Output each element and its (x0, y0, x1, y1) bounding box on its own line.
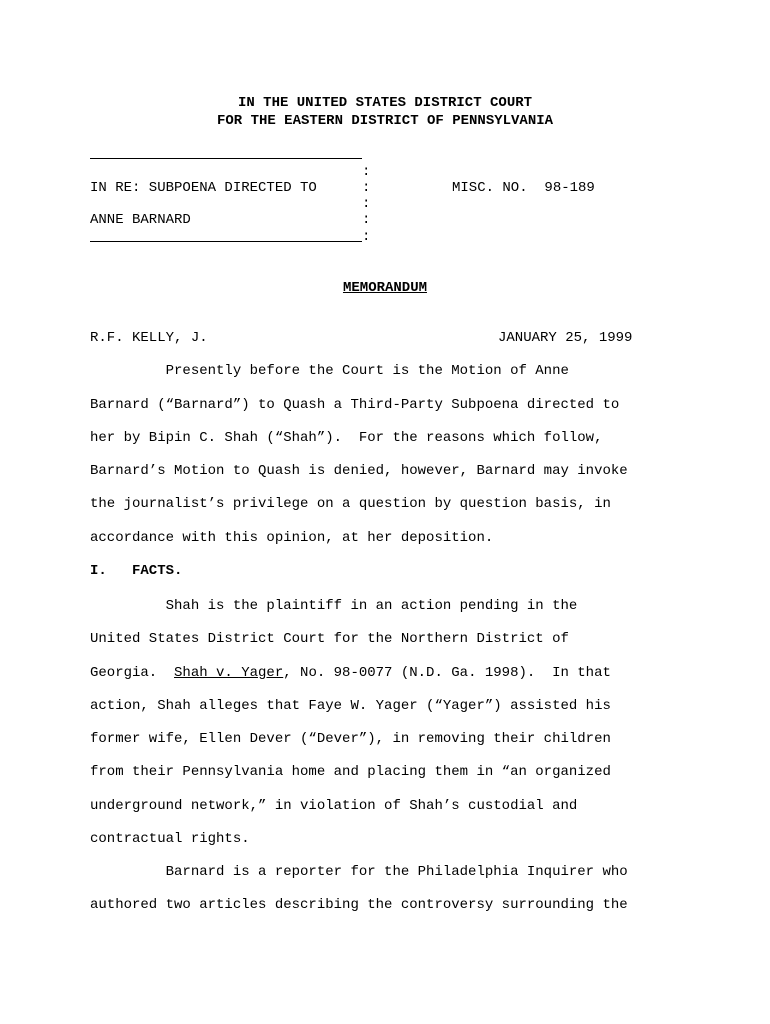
section-heading-facts: I. FACTS. (90, 563, 183, 579)
memorandum-title: MEMORANDUM (342, 280, 427, 296)
citation-prefix: Georgia. (90, 665, 175, 681)
body-line: underground network,” in violation of Shah’s custodial and (90, 798, 578, 814)
citation-suffix: , No. 98-0077 (N.D. Ga. 1998). In that (283, 665, 611, 681)
body-line: former wife, Ellen Dever (“Dever”), in removing their children (90, 731, 611, 747)
judge-name: R.F. KELLY, J. (90, 330, 208, 346)
body-line: Presently before the Court is the Motion of Anne (90, 363, 569, 379)
body-line-with-citation (90, 665, 611, 681)
body-line: Barnard is a reporter for the Philadelphia Inquirer who (90, 864, 628, 880)
body-line: contractual rights. (90, 831, 250, 847)
case-number: MISC. NO. 98-189 (452, 180, 595, 196)
body-line: accordance with this opinion, at her deposition. (90, 530, 494, 546)
opinion-date: JANUARY 25, 1999 (498, 330, 633, 346)
caption-colon: : (362, 196, 371, 212)
body-line: from their Pennsylvania home and placing them in “an organized (90, 764, 611, 780)
caption-colon: : (362, 229, 371, 245)
caption-party-line1: IN RE: SUBPOENA DIRECTED TO (90, 180, 317, 196)
caption-party-line2: ANNE BARNARD (90, 212, 191, 228)
court-name-line2: FOR THE EASTERN DISTRICT OF PENNSYLVANIA (216, 113, 554, 129)
caption-colon: : (362, 164, 371, 180)
body-line: authored two articles describing the controversy surrounding the (90, 897, 628, 913)
caption-colon: : (362, 180, 371, 196)
caption-bottom-rule (90, 241, 362, 242)
court-name-line1: IN THE UNITED STATES DISTRICT COURT (237, 95, 533, 111)
body-line: Barnard (“Barnard”) to Quash a Third-Party Subpoena directed to (90, 397, 620, 413)
body-line: her by Bipin C. Shah (“Shah”). For the reasons which follow, (90, 430, 603, 446)
body-line: action, Shah alleges that Faye W. Yager (“Yager”) assisted his (90, 698, 611, 714)
body-line: the journalist’s privilege on a question by question basis, in (90, 496, 611, 512)
caption-top-rule (90, 158, 362, 159)
body-line: Barnard’s Motion to Quash is denied, however, Barnard may invoke (90, 463, 628, 479)
body-line: United States District Court for the Northern District of (90, 631, 569, 647)
case-citation: Shah v. Yager (174, 665, 284, 681)
body-line: Shah is the plaintiff in an action pending in the (90, 598, 578, 614)
caption-colon: : (362, 212, 371, 228)
